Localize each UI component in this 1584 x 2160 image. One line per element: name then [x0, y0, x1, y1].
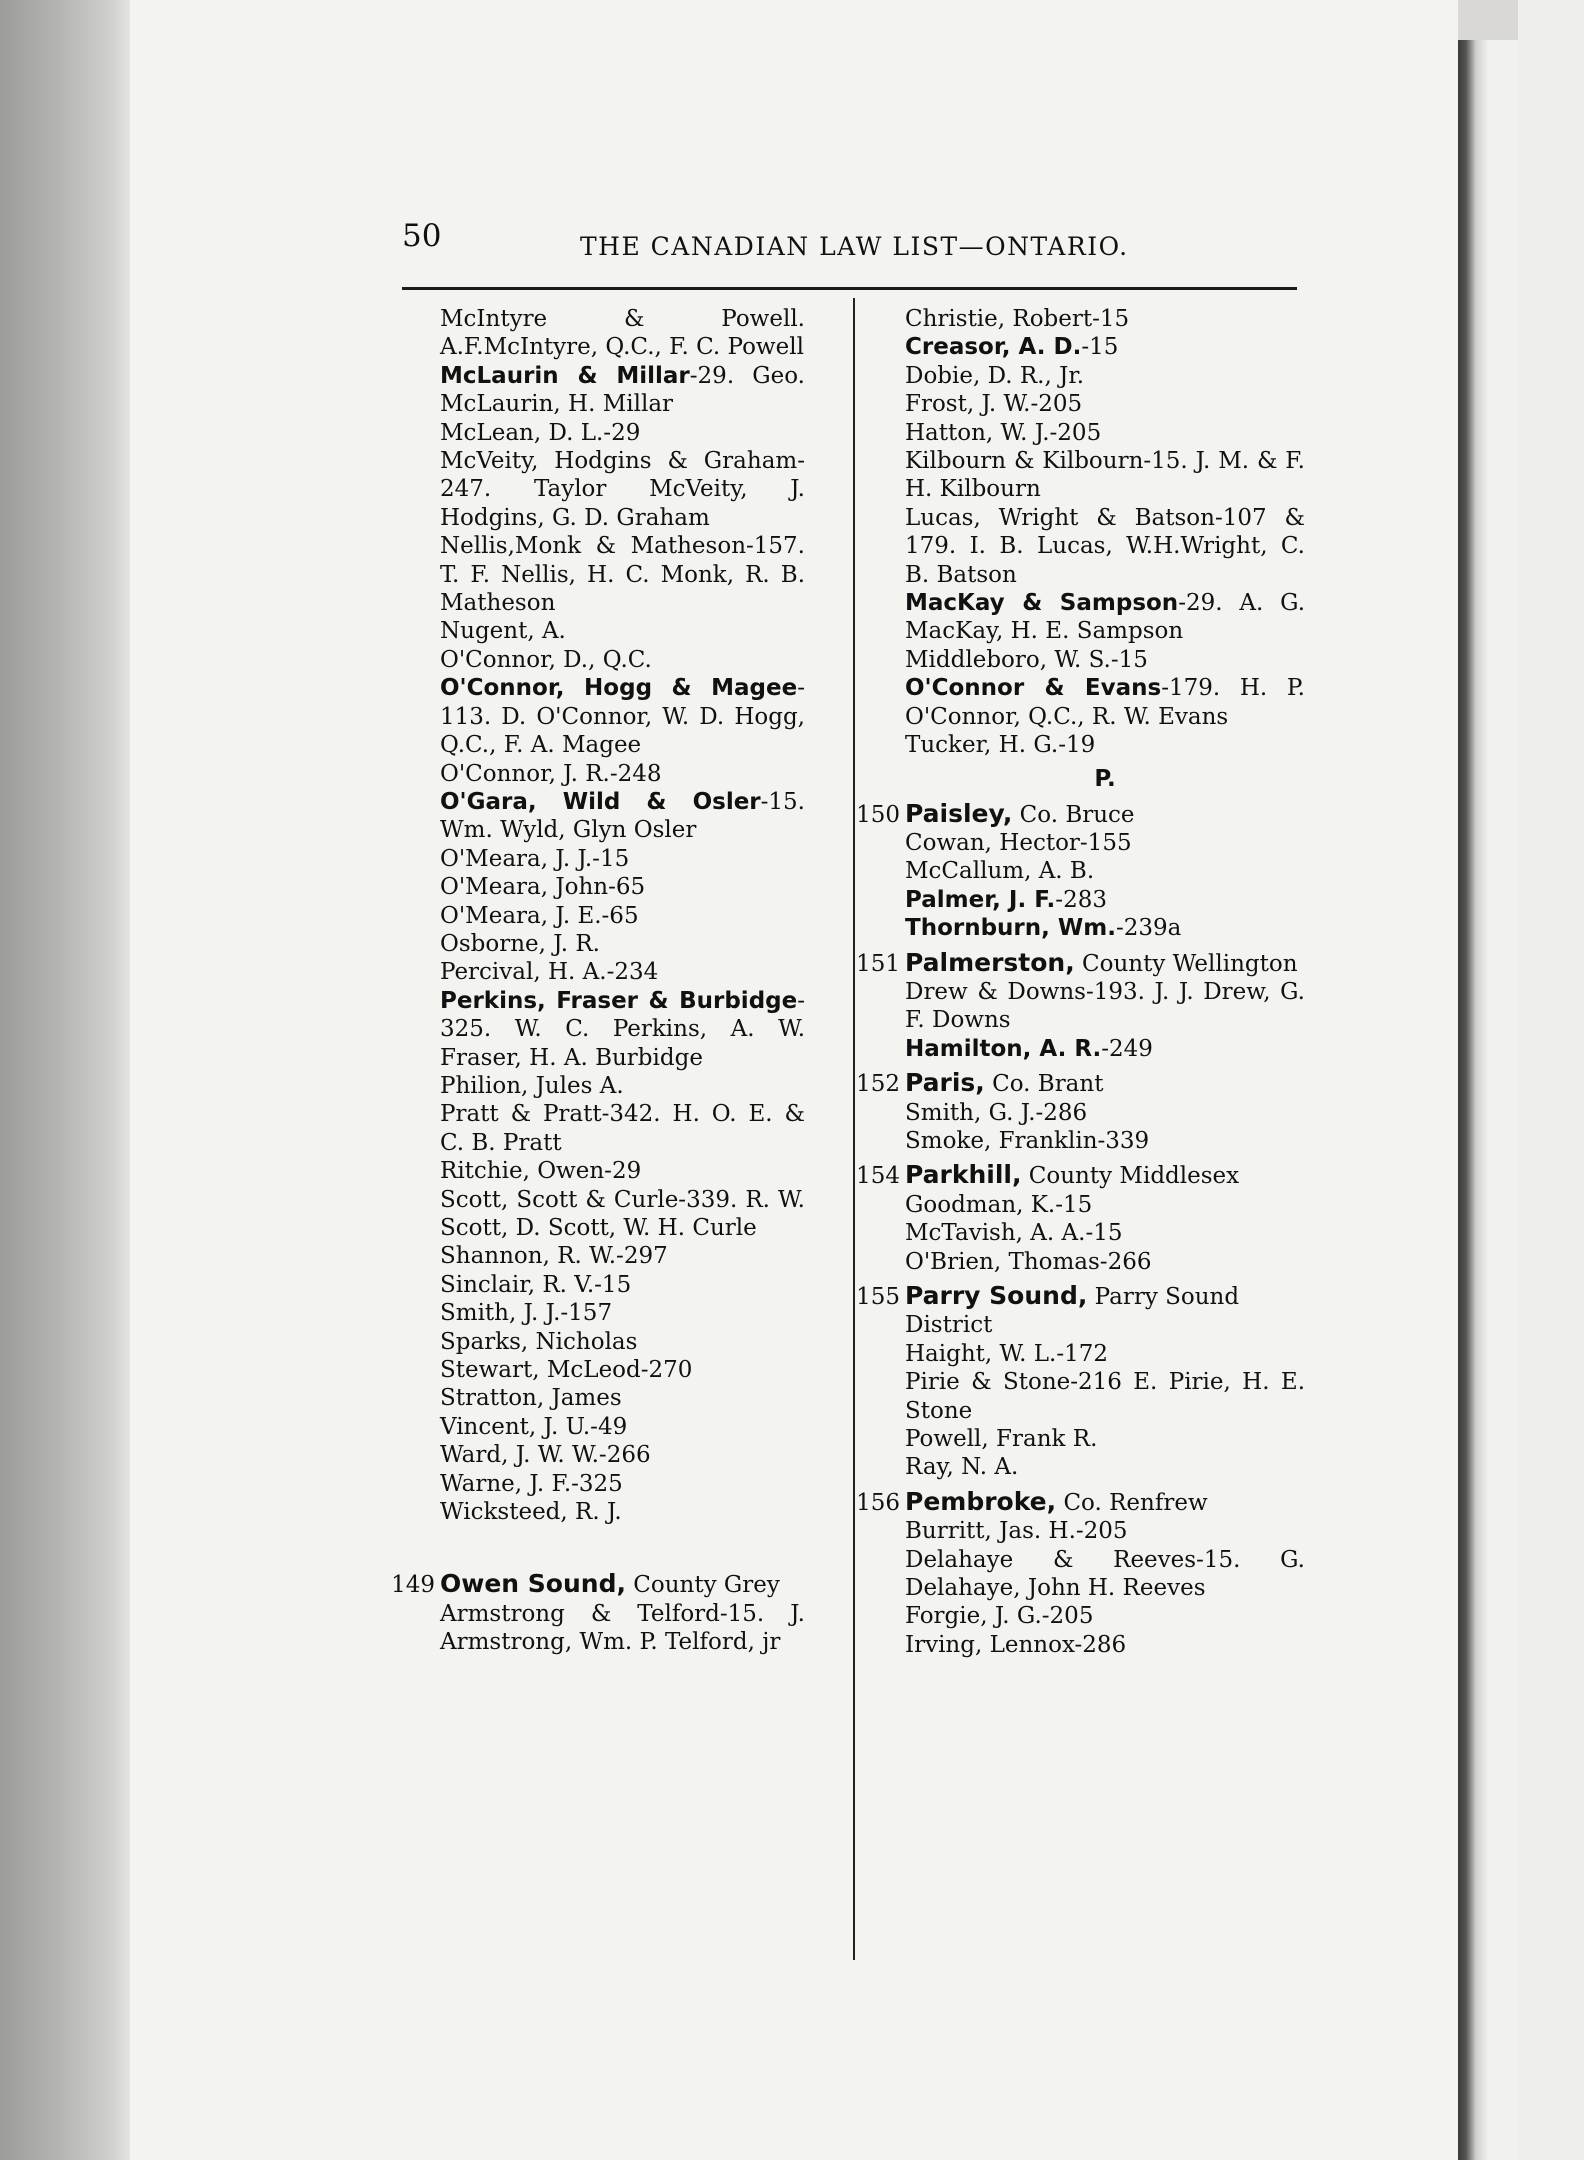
firm-name-bold: O'Gara, Wild & Osler [440, 788, 761, 815]
listing-text: Smith, J. J.-157 [440, 1300, 613, 1327]
town-block [856, 1486, 1305, 1659]
listing-entry [905, 419, 1305, 447]
listing-text: Ward, J. W. W.-266 [440, 1442, 651, 1469]
listing-text: O'Meara, John-65 [440, 874, 646, 901]
county-name: County Wellington [1074, 950, 1298, 977]
running-title: THE CANADIAN LAW LIST—ONTARIO. [580, 232, 1129, 261]
page-number: 50 [402, 218, 442, 254]
town-heading [856, 1486, 1305, 1517]
header-rule [402, 287, 1297, 290]
listing-entry [905, 1631, 1305, 1659]
listing-entry [905, 447, 1305, 504]
listing-entry [440, 958, 805, 986]
listing-text: Stratton, James [440, 1385, 622, 1412]
listing-entry [440, 532, 805, 617]
listing-entry [440, 1384, 805, 1412]
listing-entry [440, 1072, 805, 1100]
listing-entry [440, 873, 805, 901]
listing-entry [440, 1470, 805, 1498]
listing-entry [440, 646, 805, 674]
listing-text: McTavish, A. A.-15 [905, 1220, 1123, 1247]
listing-entry [440, 1413, 805, 1441]
listing-entry [905, 886, 1305, 914]
town-heading [856, 1281, 1305, 1340]
listing-entry [440, 305, 805, 362]
town-heading [391, 1569, 805, 1599]
town-heading [856, 1068, 1305, 1098]
listing-entry [440, 902, 805, 930]
listing-entry [440, 1186, 805, 1243]
county-name: Co. Renfrew [1056, 1489, 1208, 1516]
listing-text: Sinclair, R. V.-15 [440, 1271, 632, 1298]
listing-entry [905, 305, 1305, 333]
listing-text: Nugent, A. [440, 618, 566, 645]
listing-text: Osborne, J. R. [440, 930, 600, 957]
town-name: Parkhill, [905, 1160, 1022, 1190]
listing-entry [440, 1100, 805, 1157]
town-number: 156 [856, 1489, 900, 1516]
listing-entry [440, 930, 805, 958]
listing-text: Goodman, K.-15 [905, 1191, 1093, 1218]
listing-entry [905, 1219, 1305, 1247]
listing-text: Stewart, McLeod-270 [440, 1357, 693, 1384]
listing-entry [905, 1453, 1305, 1481]
listing-entry [905, 857, 1305, 885]
county-name: County Middlesex [1021, 1163, 1240, 1190]
listing-text: -29. A. G. MacKay, H. E. Sampson [905, 590, 1305, 645]
listing-text: Philion, Jules A. [440, 1072, 624, 1099]
listing-entry [440, 1271, 805, 1299]
listing-text: Smoke, Franklin-339 [905, 1127, 1150, 1154]
firm-name-bold: MacKay & Sampson [905, 590, 1179, 617]
town-name: Parry Sound, [905, 1281, 1088, 1310]
town-block [856, 1068, 1305, 1155]
listing-text: Middleboro, W. S.-15 [905, 646, 1148, 673]
county-name: Co. Brant [984, 1071, 1104, 1098]
town-block [391, 1569, 805, 1656]
listing-text: Drew & Downs-193. J. J. Drew, G. F. Downs [905, 978, 1305, 1034]
listing-text: -179. H. P. O'Connor, Q.C., R. W. Evans [905, 675, 1305, 730]
listing-entry [905, 1248, 1305, 1276]
listing-text: O'Brien, Thomas-266 [905, 1248, 1152, 1275]
town-name: Pembroke, [905, 1486, 1057, 1516]
town-name: Paris, [905, 1068, 985, 1098]
listing-entry [440, 788, 805, 845]
listing-text: -15 [1081, 334, 1119, 361]
listing-text: Pratt & Pratt-342. H. O. E. & C. B. Pratt [440, 1101, 805, 1156]
listing-entry [440, 1157, 805, 1185]
town-name: Palmerston, [905, 947, 1075, 977]
listing-entry [440, 1441, 805, 1469]
left-column [391, 305, 805, 1657]
listing-entry [905, 731, 1305, 759]
listing-entry [905, 1602, 1305, 1630]
listing-text: -15. Wm. Wyld, Glyn Osler [440, 788, 805, 844]
firm-name-bold: Palmer, J. F. [905, 886, 1056, 913]
listing-text: Tucker, H. G.-19 [905, 732, 1096, 759]
listing-entry [905, 390, 1305, 418]
listing-text: Wicksteed, R. J. [440, 1499, 622, 1526]
listing-entry [905, 1340, 1305, 1368]
listing-entry [440, 1328, 805, 1356]
town-heading [856, 798, 1305, 829]
listing-text: Percival, H. A.-234 [440, 959, 659, 986]
listing-text: McVeity, Hodgins & Graham-247. Taylor McVeity, J. Hodgins, G. D. Graham [440, 448, 805, 531]
listing-entry [905, 589, 1305, 646]
listing-entry [905, 914, 1305, 942]
listing-text: Christie, Robert-15 [905, 306, 1130, 332]
listing-text: McLean, D. L.-29 [440, 419, 641, 446]
listing-entry [905, 333, 1305, 361]
listing-entry [440, 1242, 805, 1270]
listing-text: Powell, Frank R. [905, 1426, 1098, 1453]
listing-entry [440, 617, 805, 645]
listing-text: Delahaye & Reeves-15. G. Delahaye, John H. Reeves [905, 1546, 1305, 1602]
right-column [856, 305, 1305, 1659]
listing-text: Frost, J. W.-205 [905, 391, 1083, 418]
town-number: 152 [856, 1071, 900, 1098]
listing-text: Pirie & Stone-216 E. Pirie, H. E. Stone [905, 1369, 1305, 1424]
town-number: 150 [856, 801, 900, 828]
listing-text: -239a [1115, 915, 1182, 942]
section-letter: P. [1094, 765, 1116, 792]
town-number: 155 [856, 1284, 900, 1310]
listing-text: O'Meara, J. J.-15 [440, 845, 630, 872]
town-block [856, 1160, 1305, 1276]
listing-entry [905, 1127, 1305, 1155]
listing-entry [440, 674, 805, 759]
town-block [856, 947, 1305, 1064]
listing-text: Smith, G. J.-286 [905, 1099, 1088, 1126]
firm-name-bold: O'Connor, Hogg & Magee [440, 675, 798, 702]
listing-text: -283 [1055, 886, 1107, 913]
listing-text: Hatton, W. J.-205 [905, 419, 1102, 446]
listing-entry [905, 646, 1305, 674]
column-divider [853, 298, 855, 1960]
listing-text: Ray, N. A. [905, 1454, 1019, 1481]
town-name: Owen Sound, [440, 1569, 626, 1599]
facing-page-margin [1518, 0, 1584, 2160]
listing-text: Scott, Scott & Curle-339. R. W. Scott, D. Scott, W. H. Curle [440, 1186, 805, 1241]
listing-entry [905, 504, 1305, 589]
listing-text: -249 [1101, 1035, 1153, 1062]
town-heading [856, 947, 1305, 978]
firm-name-bold: Creasor, A. D. [905, 334, 1082, 361]
listing-entry [905, 362, 1305, 390]
listing-entry [905, 1546, 1305, 1603]
listing-text: Dobie, D. R., Jr. [905, 362, 1085, 389]
listing-text: Irving, Lennox-286 [905, 1631, 1127, 1658]
listing-text: Haight, W. L.-172 [905, 1340, 1109, 1367]
listing-entry [905, 1517, 1305, 1545]
listing-entry [905, 1425, 1305, 1453]
town-number: 149 [391, 1572, 435, 1599]
listing-entry [905, 1035, 1305, 1063]
listing-text: Sparks, Nicholas [440, 1328, 638, 1355]
listing-entry [440, 362, 805, 419]
facing-page-edge [1458, 40, 1518, 2160]
listing-text: McCallum, A. B. [905, 858, 1095, 885]
listing-entry [905, 674, 1305, 731]
town-block [856, 798, 1305, 943]
listing-text: Vincent, J. U.-49 [440, 1413, 628, 1440]
firm-name-bold: McLaurin & Millar [440, 362, 690, 389]
listing-entry [440, 419, 805, 447]
listing-entry [905, 829, 1305, 857]
listing-entry [440, 1498, 805, 1526]
listing-text: Shannon, R. W.-297 [440, 1243, 668, 1270]
listing-text: Kilbourn & Kilbourn-15. J. M. & F. H. Kilbourn [905, 448, 1305, 503]
town-number: 151 [856, 950, 900, 977]
listing-entry [440, 760, 805, 788]
listing-text: Nellis,Monk & Matheson-157. T. F. Nellis, H. C. Monk, R. B. Matheson [440, 533, 805, 617]
county-name: County Grey [625, 1572, 780, 1599]
county-name: Parry Sound District [905, 1284, 1240, 1339]
listing-text: Burritt, Jas. H.-205 [905, 1518, 1128, 1545]
town-name: Paisley, [905, 798, 1013, 828]
firm-name-bold: O'Connor & Evans [905, 675, 1162, 702]
listing-entry [440, 1600, 805, 1657]
listing-entry [440, 845, 805, 873]
listing-text: Warne, J. F.-325 [440, 1470, 623, 1497]
listing-text: Lucas, Wright & Batson-107 & 179. I. B. Lucas, W.H.Wright, C. B. Batson [905, 504, 1305, 588]
listing-text: O'Meara, J. E.-65 [440, 902, 639, 929]
listing-entry [905, 1191, 1305, 1219]
listing-text: Forgie, J. G.-205 [905, 1603, 1094, 1630]
listing-text: McIntyre & Powell. A.F.McIntyre, Q.C., F. C. Powell [440, 306, 805, 361]
listing-entry [440, 987, 805, 1072]
listing-text: Cowan, Hector-155 [905, 829, 1132, 856]
listing-text: Ritchie, Owen-29 [440, 1158, 642, 1185]
listing-text: Armstrong & Telford-15. J. Armstrong, Wm. P. Telford, jr [440, 1600, 805, 1656]
town-block [856, 1281, 1305, 1482]
listing-entry [440, 1356, 805, 1384]
listing-text: O'Connor, D., Q.C. [440, 646, 652, 673]
book-spine-shadow [0, 0, 130, 2160]
listing-entry [905, 1099, 1305, 1127]
listing-text: -113. D. O'Connor, W. D. Hogg, Q.C., F. A. Magee [440, 675, 805, 759]
county-name: Co. Bruce [1012, 801, 1135, 828]
listing-text: O'Connor, J. R.-248 [440, 760, 662, 787]
listing-entry [440, 447, 805, 532]
listing-entry [440, 1299, 805, 1327]
firm-name-bold: Hamilton, A. R. [905, 1035, 1102, 1062]
firm-name-bold: Thornburn, Wm. [905, 915, 1116, 942]
listing-entry [905, 1368, 1305, 1425]
town-number: 154 [856, 1163, 900, 1190]
firm-name-bold: Perkins, Fraser & Burbidge [440, 987, 798, 1014]
listing-text: -29. Geo. McLaurin, H. Millar [440, 362, 805, 418]
town-heading [856, 1160, 1305, 1190]
listing-entry [905, 978, 1305, 1035]
listing-text: -325. W. C. Perkins, A. W. Fraser, H. A. Burbidge [440, 987, 805, 1071]
